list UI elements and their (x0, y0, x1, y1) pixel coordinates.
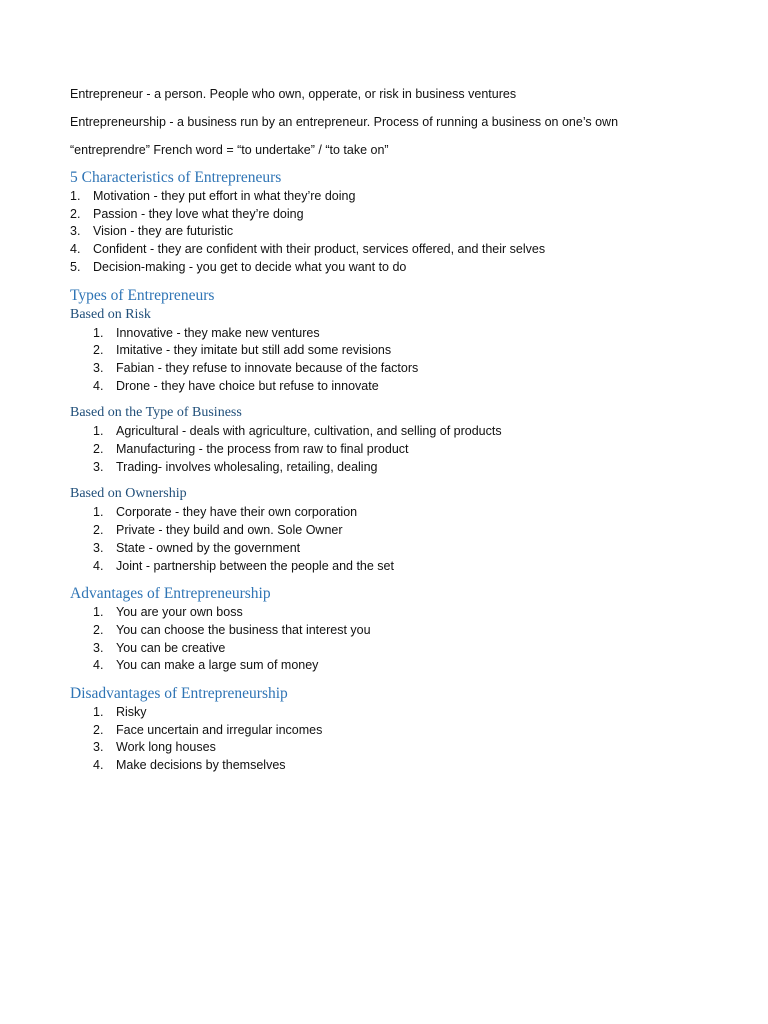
characteristics-heading: 5 Characteristics of Entrepreneurs (70, 169, 282, 186)
list-item: 2. Face uncertain and irregular incomes (93, 722, 323, 737)
list-item: 1. Innovative - they make new ventures (93, 325, 320, 340)
document-page (70, 86, 710, 784)
list-item: 4. Drone - they have choice but refuse to innovate (93, 378, 379, 393)
list-item: 3. State - owned by the government (93, 540, 301, 555)
list-item: 1. Agricultural - deals with agriculture, cultivation, and selling of products (93, 424, 502, 439)
characteristics-list (70, 188, 710, 277)
list-item: 2. Passion - they love what they’re doing (70, 206, 304, 221)
list-item: 2. Imitative - they imitate but still add some revisions (93, 343, 392, 358)
list-item: 4. Confident - they are confident with their product, services offered, and their selves (70, 242, 546, 257)
risk-list (70, 325, 710, 396)
list-item: 3. You can be creative (93, 640, 226, 655)
risk-subheading: Based on Risk (70, 306, 151, 322)
list-item: 5. Decision-making - you get to decide what you want to do (70, 259, 407, 274)
list-item: 3. Vision - they are futuristic (70, 224, 234, 239)
definition-entrepreneurship: Entrepreneurship - a business run by an entrepreneur. Process of running a business on one’s own (70, 115, 619, 129)
list-item: 4. You can make a large sum of money (93, 658, 319, 673)
definition-entrepreneur: Entrepreneur - a person. People who own, opperate, or risk in business ventures (70, 87, 517, 101)
definition-etymology: “entreprendre” French word = “to undertake” / “to take on” (70, 143, 389, 157)
list-item: 2. You can choose the business that interest you (93, 622, 371, 637)
ownership-list (70, 504, 710, 575)
disadvantages-heading: Disadvantages of Entrepreneurship (70, 685, 288, 703)
list-item: 3. Work long houses (93, 740, 216, 755)
list-item: 4. Make decisions by themselves (93, 758, 286, 773)
list-item: 4. Joint - partnership between the people and the set (93, 558, 394, 573)
advantages-list (70, 604, 710, 675)
list-item: 1. Corporate - they have their own corporation (93, 505, 358, 520)
types-heading: Types of Entrepreneurs (70, 286, 215, 304)
list-item: 3. Fabian - they refuse to innovate because of the factors (93, 360, 419, 375)
list-item: 1. Motivation - they put effort in what they’re doing (70, 189, 356, 203)
business-subheading: Based on the Type of Business (70, 405, 242, 421)
list-item: 3. Trading- involves wholesaling, retailing, dealing (93, 459, 378, 474)
list-item: 2. Private - they build and own. Sole Owner (93, 523, 343, 538)
disadvantages-list (70, 704, 710, 775)
list-item: 1. Risky (93, 705, 147, 720)
advantages-heading: Advantages of Entrepreneurship (70, 585, 271, 603)
business-list (70, 423, 710, 476)
list-item: 1. You are your own boss (93, 605, 243, 620)
ownership-subheading: Based on Ownership (70, 486, 187, 502)
list-item: 2. Manufacturing - the process from raw to final product (93, 442, 409, 457)
